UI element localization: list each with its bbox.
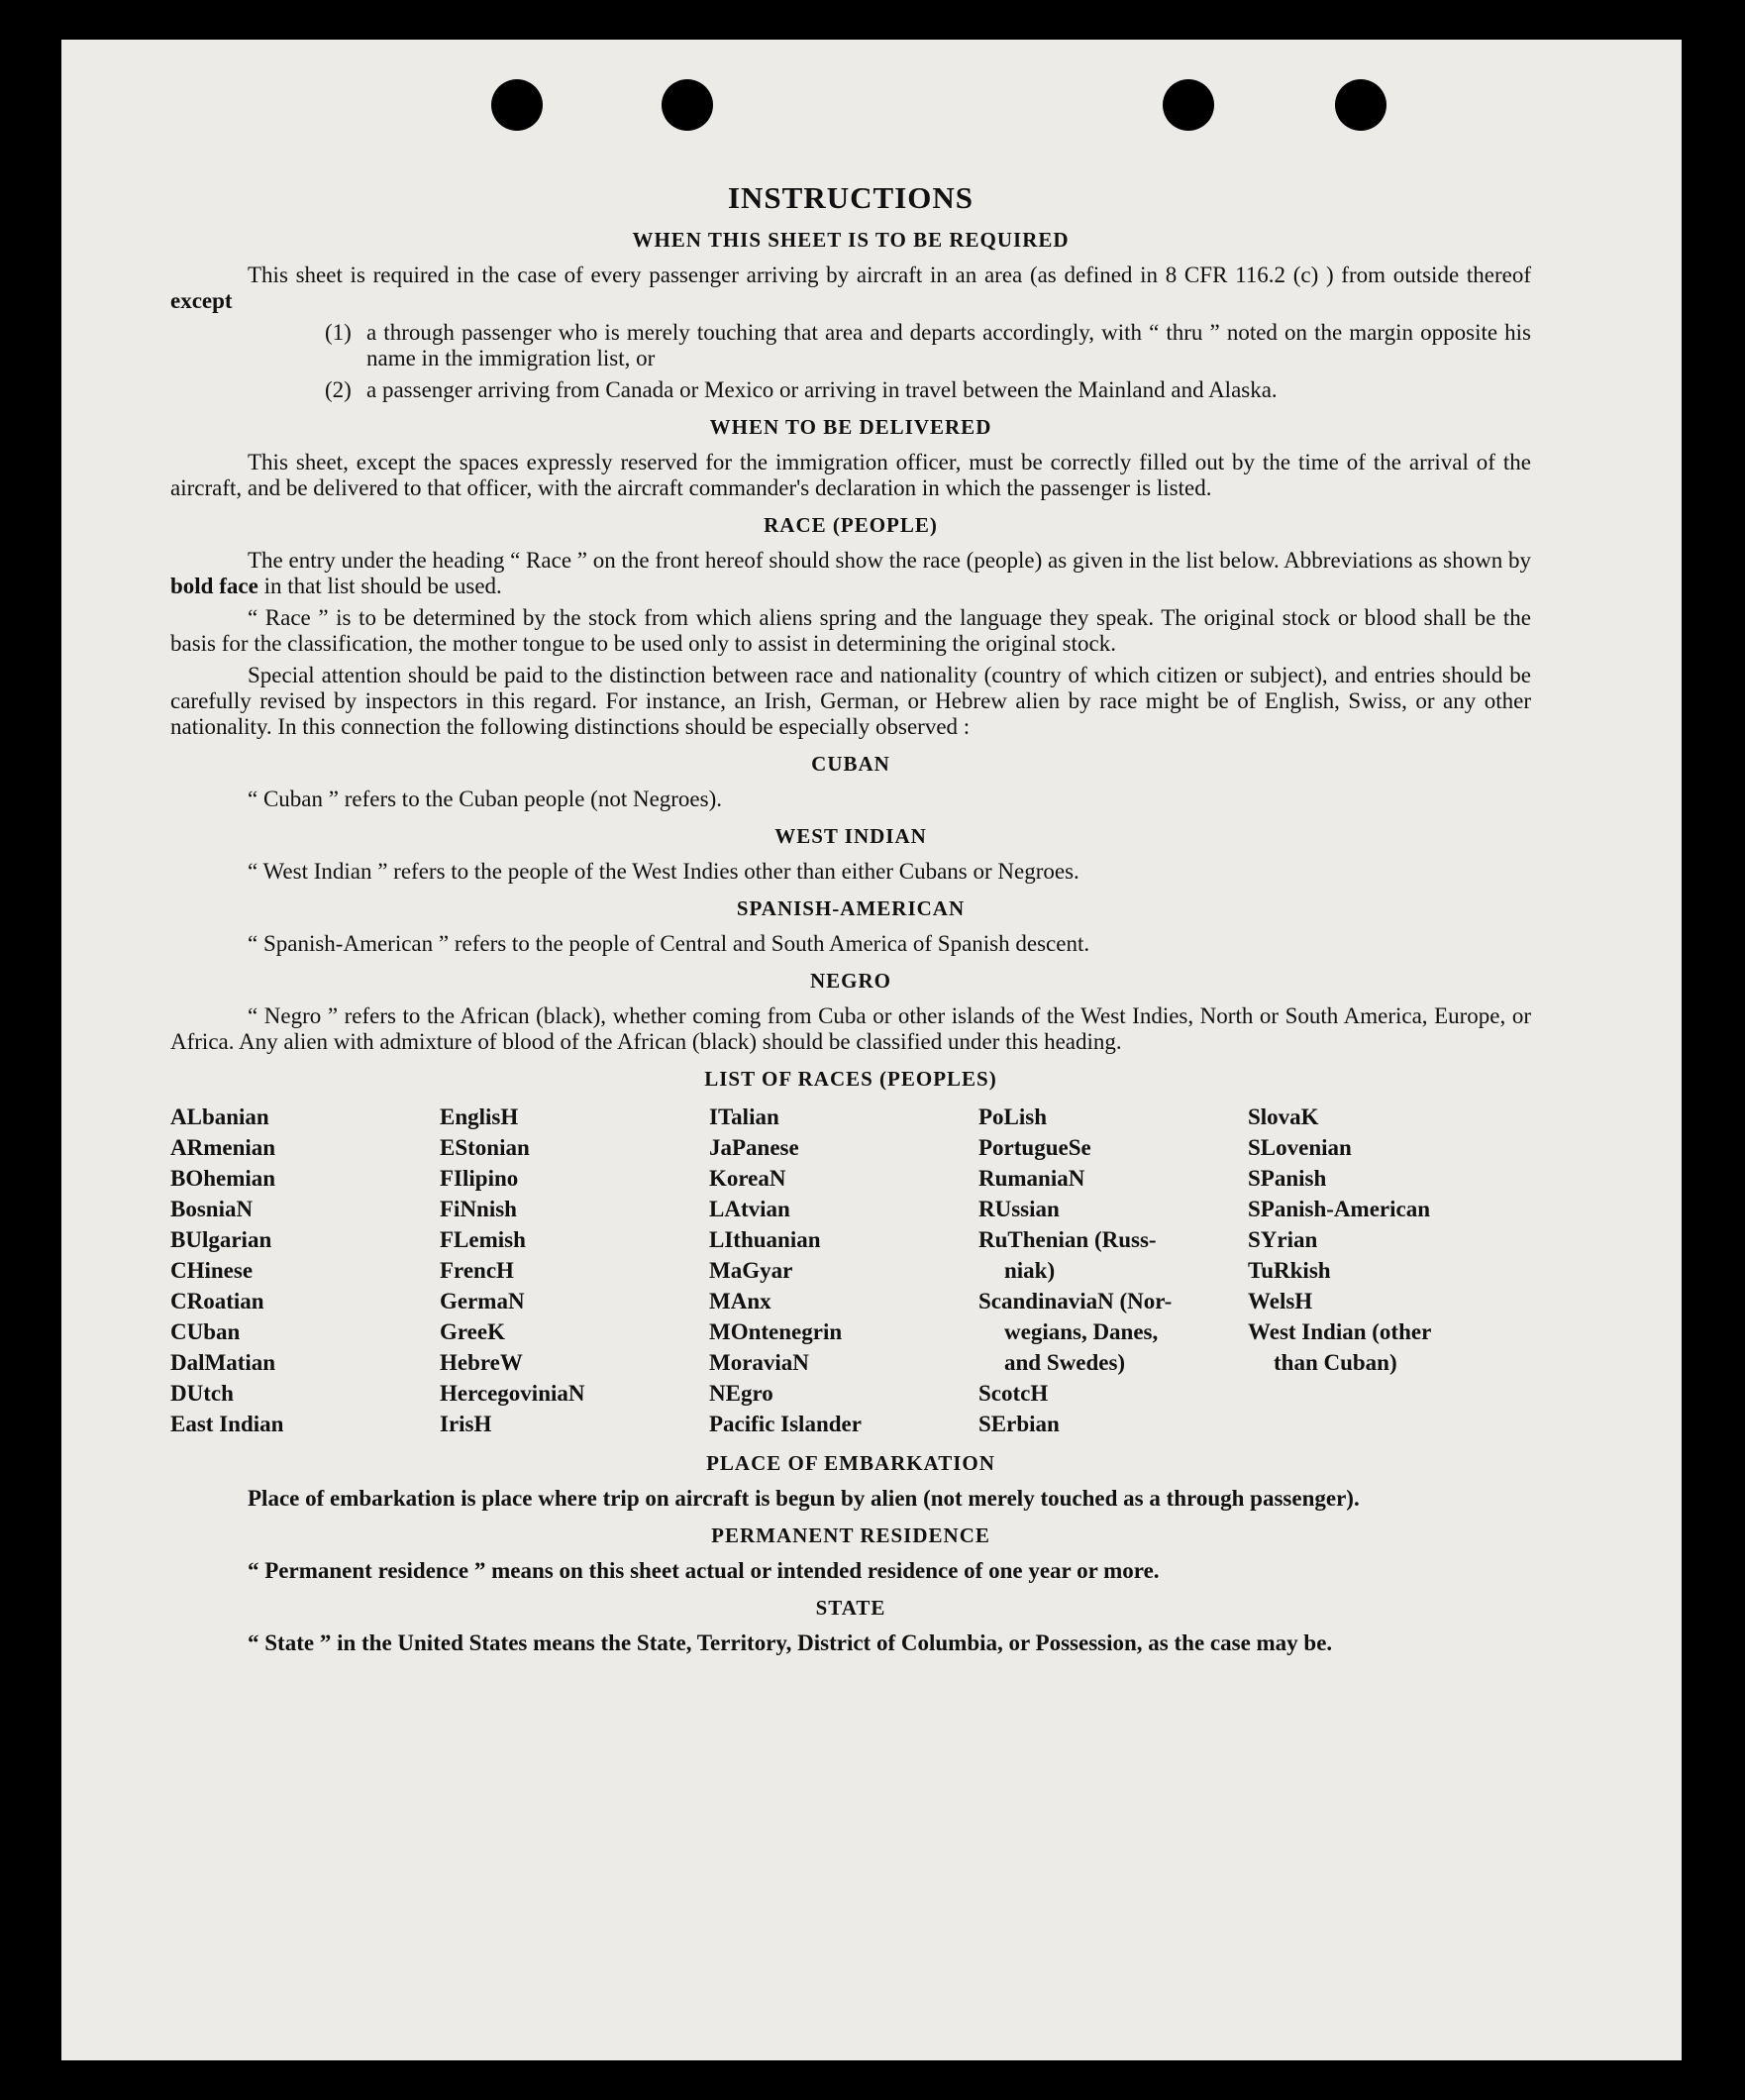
list-item: BUlgarian bbox=[170, 1227, 272, 1252]
list-item: NEgro bbox=[709, 1381, 773, 1406]
list-item: RuThenian (Russ- bbox=[978, 1227, 1157, 1252]
heading-spanish-american: SPANISH-AMERICAN bbox=[736, 896, 966, 920]
heading-cuban: CUBAN bbox=[811, 752, 890, 776]
list-item: ScotcH bbox=[978, 1381, 1049, 1406]
list-item: BOhemian bbox=[170, 1166, 276, 1191]
heading-race: RACE (PEOPLE) bbox=[764, 513, 938, 537]
list-item: IrisH bbox=[440, 1412, 492, 1436]
paragraph-negro: “ Negro ” refers to the African (black), whether coming from Cuba or other islands of the West Indies, North or South America, Europe, or Africa. Any alien with admixture of blood of the African (black) should be classified under this heading. bbox=[170, 1003, 1531, 1054]
race-column bbox=[709, 1102, 978, 1439]
list-item: RUssian bbox=[978, 1197, 1060, 1221]
punch-hole bbox=[491, 79, 543, 131]
list-item: ARmenian bbox=[170, 1135, 276, 1160]
list-item: (1) a through passenger who is merely touching that area and departs accordingly, with “ thru ” noted on the margin opposite his name in the immigration list, or bbox=[325, 320, 1531, 370]
list-item: CRoatian bbox=[170, 1289, 264, 1313]
list-item: ScandinaviaN (Nor- bbox=[978, 1289, 1173, 1313]
heading-when-delivered: WHEN TO BE DELIVERED bbox=[709, 415, 992, 439]
list-item: West Indian (other bbox=[1248, 1319, 1432, 1344]
heading-when-required: WHEN THIS SHEET IS TO BE REQUIRED bbox=[632, 228, 1070, 252]
list-item: MAnx bbox=[709, 1289, 771, 1313]
list-item: FiNnish bbox=[440, 1197, 517, 1221]
list-item: GreeK bbox=[440, 1319, 505, 1344]
list-item: FLemish bbox=[440, 1227, 526, 1252]
list-item: WelsH bbox=[1248, 1289, 1313, 1313]
list-item: SlovaK bbox=[1248, 1104, 1319, 1129]
heading-negro: NEGRO bbox=[809, 969, 891, 993]
race-list bbox=[170, 1102, 1531, 1439]
paragraph-cuban: “ Cuban ” refers to the Cuban people (not Negroes). bbox=[248, 787, 723, 811]
list-item: DalMatian bbox=[170, 1350, 276, 1375]
list-item: RumaniaN bbox=[978, 1166, 1085, 1191]
paragraph-race-2: “ Race ” is to be determined by the stock from which aliens spring and the language they speak. The original stock or blood shall be the basis for the classification, the mother tongue to be used only to assist in determining the original stock. bbox=[170, 605, 1531, 656]
list-item: GermaN bbox=[440, 1289, 525, 1313]
list-item: TuRkish bbox=[1248, 1258, 1331, 1283]
list-item: JaPanese bbox=[709, 1135, 799, 1160]
heading-permanent-residence: PERMANENT RESIDENCE bbox=[711, 1523, 990, 1547]
list-item: LAtvian bbox=[709, 1197, 790, 1221]
list-item: CUban bbox=[170, 1319, 241, 1344]
punch-hole bbox=[1163, 79, 1214, 131]
list-item: LIthuanian bbox=[709, 1227, 821, 1252]
list-item: CHinese bbox=[170, 1258, 254, 1283]
paragraph-race-3: Special attention should be paid to the distinction between race and nationality (country of which citizen or subject), and entries should be carefully revised by inspectors in this regard. For instance, an Irish, German, or Hebrew alien by race might be of English, Swiss, or any other nationality. In this connection the following distinctions should be especially observed : bbox=[170, 663, 1531, 739]
race-column bbox=[170, 1102, 440, 1439]
list-item: HebreW bbox=[440, 1350, 523, 1375]
heading-state: STATE bbox=[815, 1596, 886, 1620]
list-item: wegians, Danes, bbox=[1004, 1319, 1159, 1344]
list-item: than Cuban) bbox=[1274, 1350, 1397, 1375]
punch-hole bbox=[1335, 79, 1386, 131]
list-item: HercegoviniaN bbox=[440, 1381, 585, 1406]
list-item: Pacific Islander bbox=[709, 1412, 862, 1436]
list-item: FIlipino bbox=[440, 1166, 519, 1191]
list-item: EnglisH bbox=[440, 1104, 519, 1129]
race-column bbox=[440, 1102, 709, 1439]
list-item: PortugueSe bbox=[978, 1135, 1091, 1160]
heading-west-indian: WEST INDIAN bbox=[774, 824, 927, 848]
list-item: KoreaN bbox=[709, 1166, 786, 1191]
race-column bbox=[978, 1102, 1248, 1439]
list-item: niak) bbox=[1004, 1258, 1056, 1283]
list-item: FrencH bbox=[440, 1258, 514, 1283]
heading-embarkation: PLACE OF EMBARKATION bbox=[706, 1451, 995, 1475]
list-item: DUtch bbox=[170, 1381, 234, 1406]
list-item: MoraviaN bbox=[709, 1350, 809, 1375]
list-item: MOntenegrin bbox=[709, 1319, 843, 1344]
list-item: BosniaN bbox=[170, 1197, 254, 1221]
paragraph-race-1: The entry under the heading “ Race ” on the front hereof should show the race (people) as given in the list below. Abbreviations as shown by bold face in that list should be used. bbox=[170, 548, 1531, 598]
list-item: SPanish bbox=[1248, 1166, 1327, 1191]
list-item: SErbian bbox=[978, 1412, 1060, 1436]
paragraph-permanent-residence: “ Permanent residence ” means on this sheet actual or intended residence of one year or more. bbox=[248, 1558, 1160, 1583]
paragraph-embarkation: Place of embarkation is place where trip on aircraft is begun by alien (not merely touched as a through passenger). bbox=[248, 1486, 1360, 1511]
paragraph-spanish-american: “ Spanish-American ” refers to the people of Central and South America of Spanish descent. bbox=[248, 931, 1090, 956]
instructions-body bbox=[170, 139, 1531, 1662]
list-item: ITalian bbox=[709, 1104, 779, 1129]
list-item: SLovenian bbox=[1248, 1135, 1352, 1160]
list-item: MaGyar bbox=[709, 1258, 793, 1283]
list-item: and Swedes) bbox=[1004, 1350, 1126, 1375]
list-item: (2) a passenger arriving from Canada or Mexico or arriving in travel between the Mainland and Alaska. bbox=[325, 377, 1278, 402]
paragraph-west-indian: “ West Indian ” refers to the people of the West Indies other than either Cubans or Negroes. bbox=[248, 859, 1079, 884]
heading-list-of-races: LIST OF RACES (PEOPLES) bbox=[704, 1067, 997, 1091]
list-item: SYrian bbox=[1248, 1227, 1318, 1252]
paragraph-when-delivered: This sheet, except the spaces expressly reserved for the immigration officer, must be correctly filled out by the time of the arrival of the aircraft, and be delivered to that officer, with the aircraft commander's declaration in which the passenger is listed. bbox=[170, 450, 1531, 500]
list-item: ALbanian bbox=[170, 1104, 269, 1129]
page-title: INSTRUCTIONS bbox=[727, 180, 974, 215]
paragraph-state: “ State ” in the United States means the State, Territory, District of Columbia, or Possession, as the case may be. bbox=[248, 1630, 1333, 1655]
list-item: SPanish-American bbox=[1248, 1197, 1430, 1221]
race-column bbox=[1248, 1102, 1531, 1439]
list-item: East Indian bbox=[170, 1412, 284, 1436]
list-item: EStonian bbox=[440, 1135, 530, 1160]
paragraph-when-required: This sheet is required in the case of every passenger arriving by aircraft in an area (as defined in 8 CFR 116.2 (c) ) from outside thereof except bbox=[170, 262, 1531, 313]
list-item: PoLish bbox=[978, 1104, 1048, 1129]
punch-hole bbox=[662, 79, 713, 131]
